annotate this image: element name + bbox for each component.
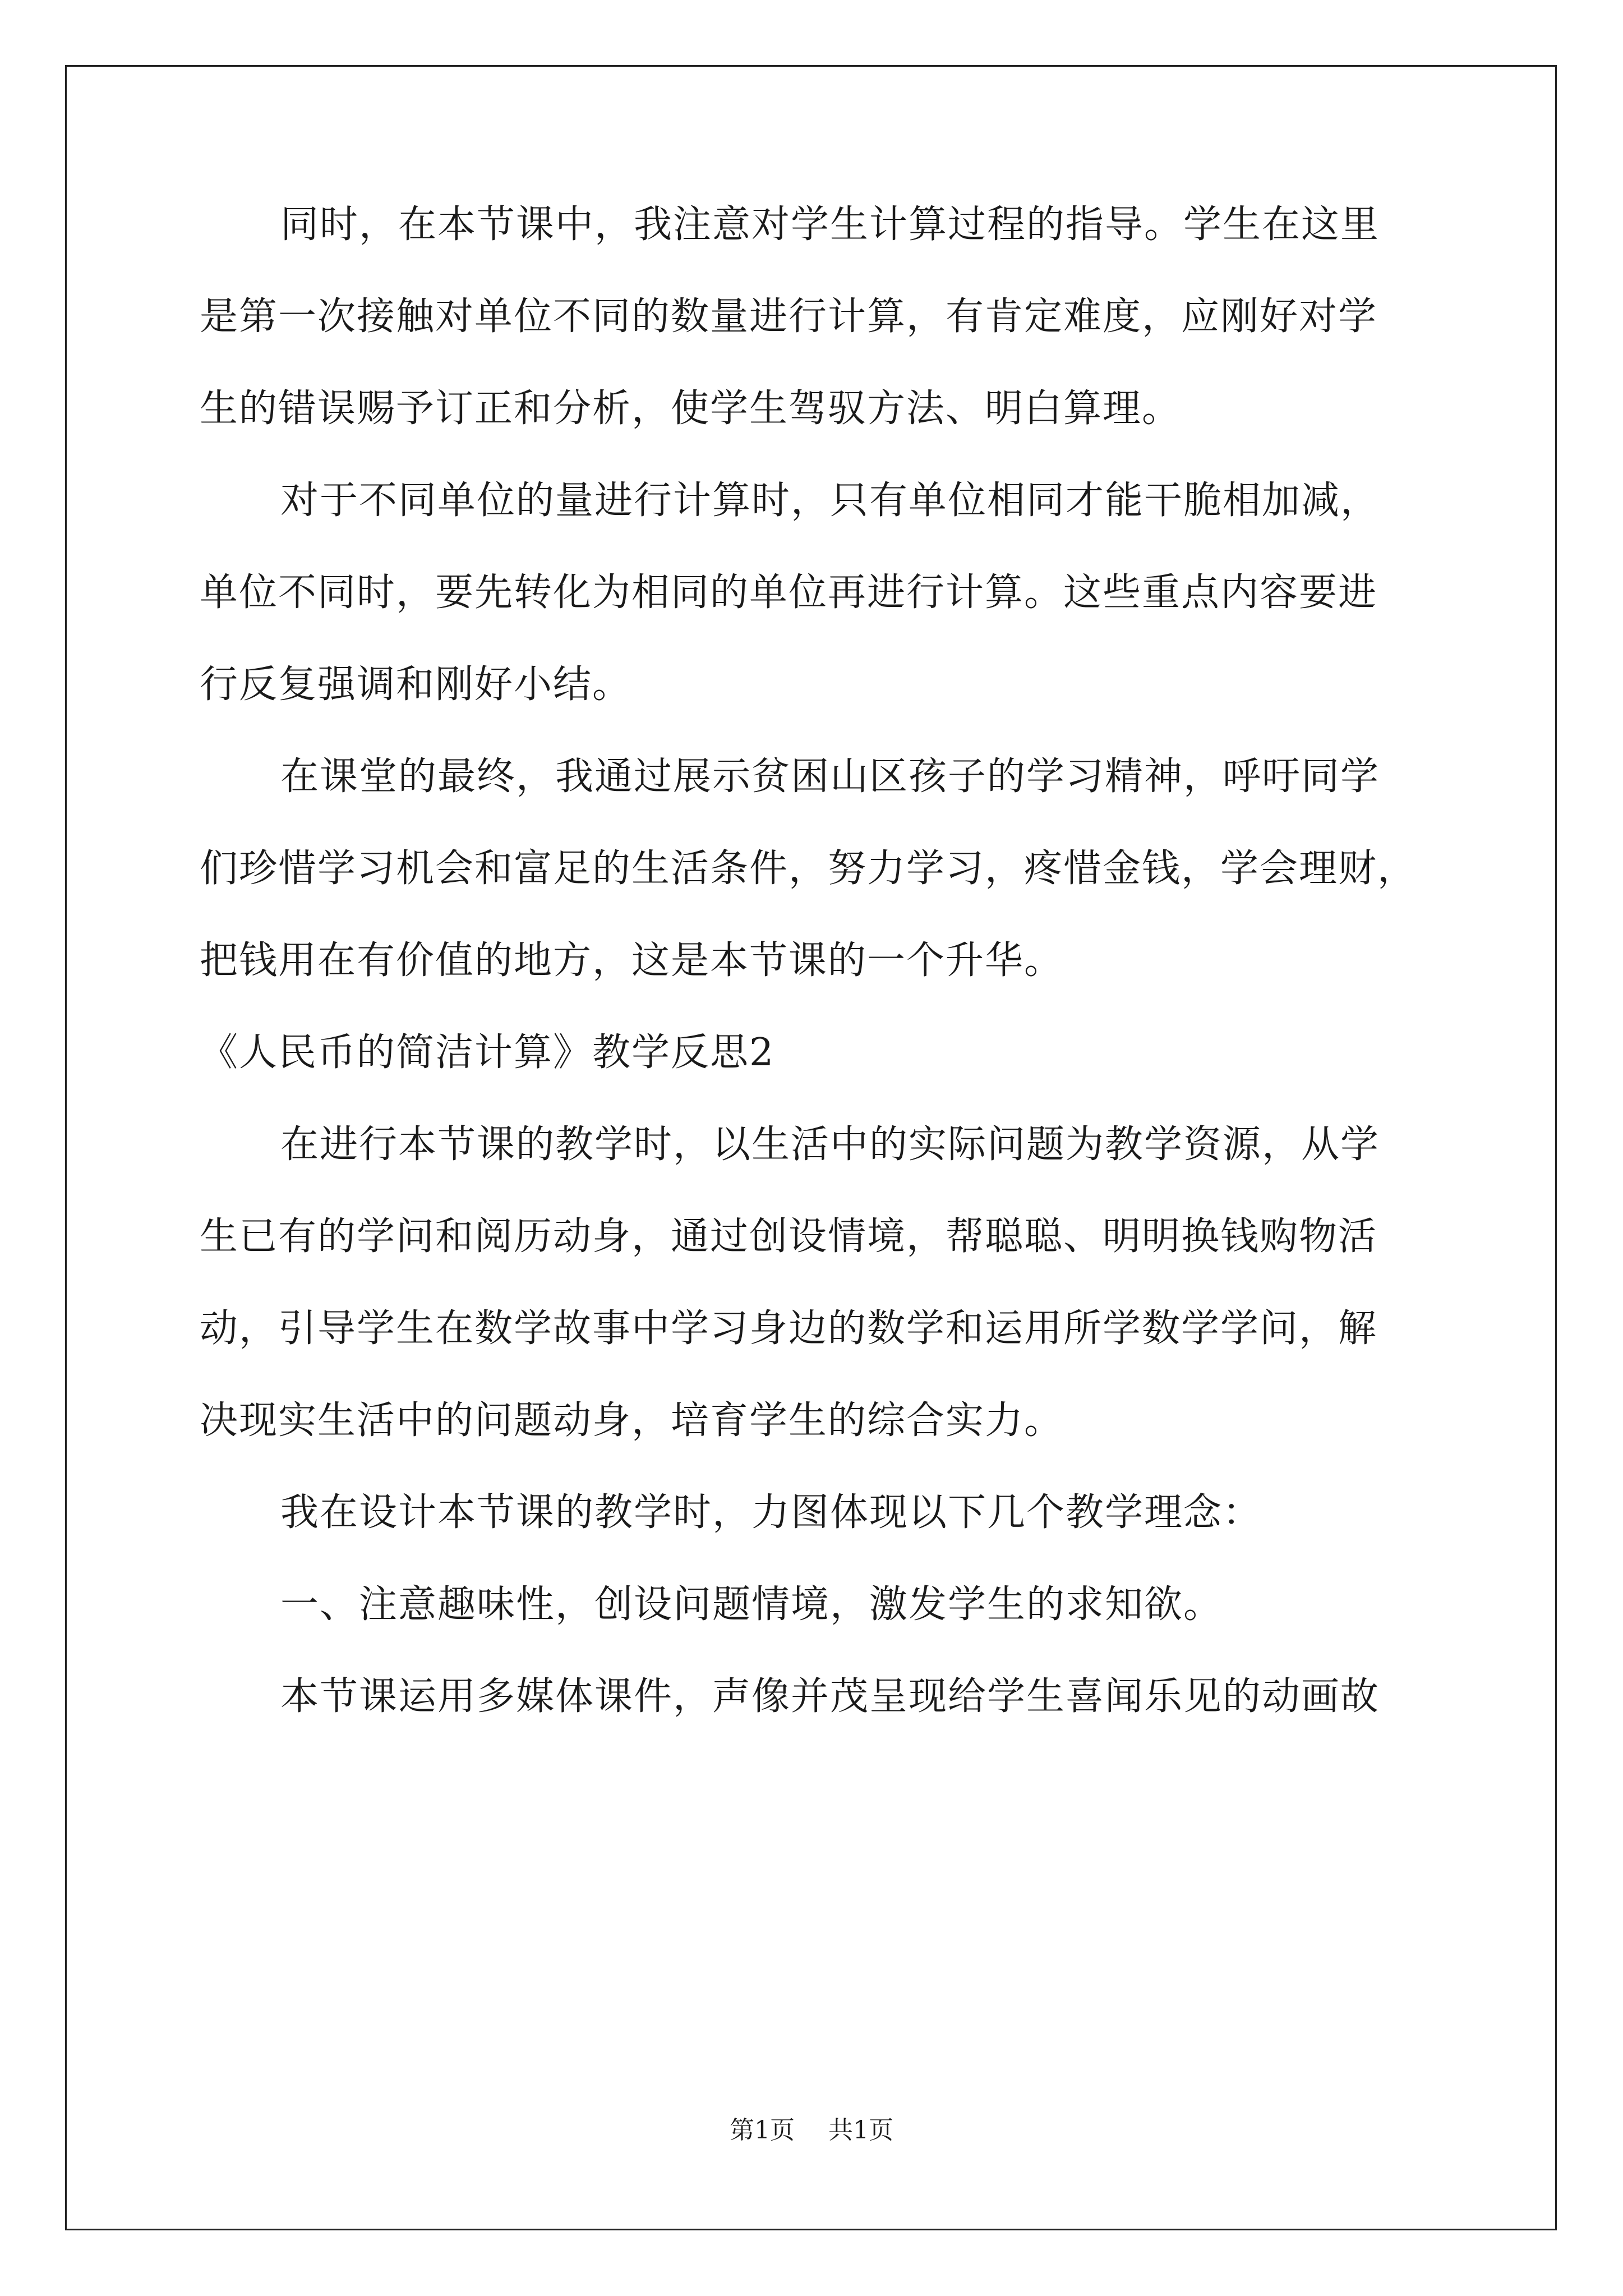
paragraph-line: 一、注意趣味性，创设问题情境，激发学生的求知欲。	[280, 1582, 1223, 1627]
paragraph-line: 我在设计本节课的教学时，力图体现以下几个教学理念：	[280, 1490, 1262, 1535]
paragraph-line: 在课堂的最终，我通过展示贫困山区孩子的学习精神，呼吁同学	[280, 754, 1380, 799]
paragraph-line: 们珍惜学习机会和富足的生活条件，努力学习，疼惜金钱，学会理财，	[200, 846, 1417, 891]
page-number: 第1页	[730, 2116, 795, 2145]
paragraph-line: 本节课运用多媒体课件，声像并茂呈现给学生喜闻乐见的动画故	[280, 1674, 1380, 1719]
section-heading: 《人民币的简洁计算》教学反思2	[200, 1030, 775, 1075]
paragraph-line: 生的错误赐予订正和分析，使学生驾驭方法、明白算理。	[200, 386, 1182, 431]
paragraph-line: 对于不同单位的量进行计算时，只有单位相同才能干脆相加减，	[280, 478, 1380, 523]
paragraph-line: 行反复强调和刚好小结。	[200, 662, 632, 707]
paragraph-line: 把钱用在有价值的地方，这是本节课的一个升华。	[200, 938, 1064, 983]
page-total: 共1页	[828, 2116, 893, 2145]
paragraph-line: 动，引导学生在数学故事中学习身边的数学和运用所学数学学问，解	[200, 1306, 1378, 1351]
document-body	[200, 202, 1461, 1766]
paragraph-line: 生已有的学问和阅历动身，通过创设情境，帮聪聪、明明换钱购物活	[200, 1214, 1378, 1259]
paragraph-line: 决现实生活中的问题动身，培育学生的综合实力。	[200, 1398, 1064, 1443]
paragraph-line: 同时，在本节课中，我注意对学生计算过程的指导。学生在这里	[280, 203, 1380, 247]
paragraph-line: 是第一次接触对单位不同的数量进行计算，有肯定难度，应刚好对学	[200, 295, 1378, 339]
paragraph-line: 单位不同时，要先转化为相同的单位再进行计算。这些重点内容要进	[200, 570, 1378, 615]
paragraph-line: 在进行本节课的教学时，以生活中的实际问题为教学资源，从学	[280, 1122, 1380, 1167]
page-footer	[0, 2115, 1623, 2146]
